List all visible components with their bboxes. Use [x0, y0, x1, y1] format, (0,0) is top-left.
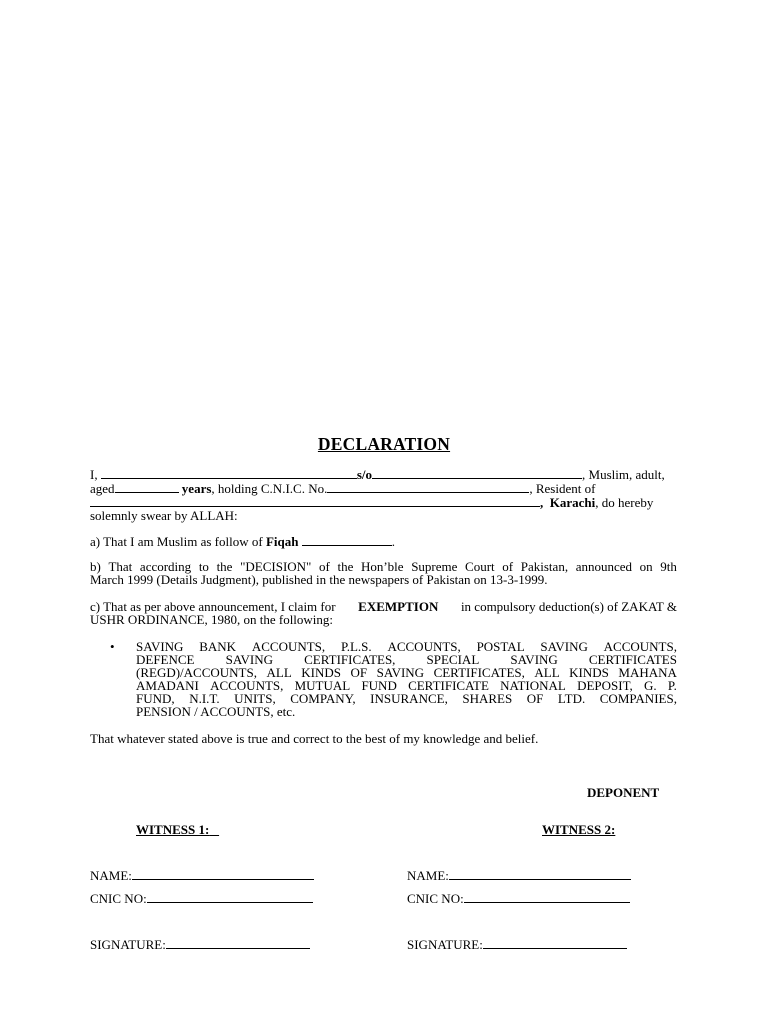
- witness-1-cnic-line[interactable]: [147, 891, 313, 903]
- bullet-word: INSURANCE,: [370, 691, 448, 706]
- muslim-adult-text: , Muslim, adult,: [582, 467, 665, 482]
- clause-b-word: of: [318, 559, 330, 574]
- bullet-word: N.I.T.: [189, 691, 220, 706]
- bullet-word: G.: [644, 678, 657, 693]
- witness-1-name-field[interactable]: [90, 868, 314, 884]
- bullet-line: [136, 705, 677, 718]
- intro-line-3: [90, 495, 677, 509]
- age-blank: [115, 481, 179, 493]
- intro-paragraph: [90, 467, 677, 522]
- bullet-word: SAVING: [136, 639, 184, 654]
- bullet-word: SPECIAL: [426, 652, 480, 667]
- clause-b-word: Pakistan,: [520, 559, 569, 574]
- bullet-text: [136, 640, 677, 718]
- deponent-label: DEPONENT: [587, 785, 660, 800]
- bullet-word: CERTIFICATE: [408, 678, 489, 693]
- hereby-text: , do hereby: [595, 495, 654, 510]
- clause-b-word: to: [198, 559, 209, 574]
- bullet-word: COMPANY,: [290, 691, 356, 706]
- bullet-word: LTD.: [557, 691, 586, 706]
- witness-1-signature-field[interactable]: [90, 937, 310, 953]
- bullet-word: ALL: [534, 665, 560, 680]
- so-label: s/o: [356, 467, 373, 482]
- cnic-blank: [327, 481, 529, 493]
- clause-b-word: That: [108, 559, 133, 574]
- witness-2-signature-field[interactable]: [407, 937, 627, 953]
- bullet-word: NATIONAL: [500, 678, 566, 693]
- bullet-word: UNITS,: [234, 691, 276, 706]
- clause-c-line-2: USHR ORDINANCE, 1980, on the following:: [90, 612, 334, 627]
- bullet-word: MUTUAL: [294, 678, 351, 693]
- clause-b-word: on: [639, 559, 653, 574]
- bullet-word: FUND: [361, 678, 397, 693]
- clause-b-word: Court: [465, 559, 495, 574]
- bullet-word: ACCOUNTS,: [251, 639, 326, 654]
- clause-a: [90, 534, 677, 548]
- bullet-word: CERTIFICATES: [588, 652, 677, 667]
- bullet-word: MAHANA: [618, 665, 677, 680]
- clause-c-pre: c) That as per above announcement, I claim for: [90, 599, 336, 614]
- bullet-word: PENSION / ACCOUNTS, etc.: [136, 704, 296, 719]
- bullet-word: BANK: [199, 639, 237, 654]
- witness-2-name-line[interactable]: [449, 868, 631, 880]
- exemption-label: EXEMPTION: [358, 599, 439, 614]
- intro-line-1: [90, 467, 677, 481]
- bullet-word: P.L.S.: [340, 639, 372, 654]
- bullet-word: (REGD)/ACCOUNTS,: [136, 665, 257, 680]
- page-title: DECLARATION: [317, 434, 451, 454]
- clause-b-line-2: March 1999 (Details Judgment), published in the newspapers of Pakistan on 13-3-1999.: [90, 572, 548, 587]
- witness-2-cnic-line[interactable]: [464, 891, 630, 903]
- witness-1-cnic-field[interactable]: [90, 891, 313, 907]
- witness-2-name-field[interactable]: [407, 868, 631, 884]
- bullet-word: ACCOUNTS,: [603, 639, 677, 654]
- clause-b-word: the: [337, 559, 354, 574]
- bullet-word: P.: [667, 678, 677, 693]
- witness-2-name-label: NAME:: [407, 868, 449, 883]
- bullet-word: OF: [526, 691, 544, 706]
- witness-1-name-label: NAME:: [90, 868, 132, 883]
- clause-a-end: .: [391, 534, 395, 549]
- bullet-word: SAVING: [376, 665, 425, 680]
- exemption-list-item: [110, 640, 677, 720]
- bullet-word: SAVING: [510, 652, 558, 667]
- father-name-blank: [372, 467, 582, 479]
- cnic-text: , holding C.N.I.C. No.: [211, 481, 328, 496]
- clause-b-word: of: [502, 559, 514, 574]
- bullet-icon: •: [110, 639, 115, 654]
- clause-b-word: Supreme: [411, 559, 458, 574]
- bullet-word: SHARES: [462, 691, 513, 706]
- witness-2-cnic-field[interactable]: [407, 891, 630, 907]
- bullet-word: SAVING: [225, 652, 274, 667]
- address-blank: [90, 495, 540, 507]
- affirmation-text: That whatever stated above is true and correct to the best of my knowledge and belief.: [90, 731, 539, 746]
- witness-1-signature-label: SIGNATURE:: [90, 937, 166, 952]
- intro-line-2: [90, 481, 677, 495]
- witness-1-cnic-label: CNIC NO:: [90, 891, 147, 906]
- clause-b-word: the: [216, 559, 233, 574]
- witness-1-heading: [136, 822, 219, 838]
- clause-a-text: a) That I am Muslim as follow of: [90, 534, 263, 549]
- bullet-word: OF: [350, 665, 368, 680]
- years-label: years: [181, 481, 212, 496]
- clause-c-post: in compulsory deduction(s) of ZAKAT &: [460, 599, 677, 614]
- clause-b: [90, 560, 677, 586]
- fiqah-label: Fiqah: [265, 534, 299, 549]
- name-blank: [101, 467, 357, 479]
- clause-b-word: "DECISION": [240, 559, 312, 574]
- bullet-word: KINDS: [569, 665, 609, 680]
- witness-2-cnic-label: CNIC NO:: [407, 891, 464, 906]
- resident-text: , Resident of: [529, 481, 596, 496]
- bullet-word: SAVING: [540, 639, 588, 654]
- fiqah-blank: [302, 534, 392, 546]
- aged-label: aged: [90, 481, 115, 496]
- witness-2-signature-label: SIGNATURE:: [407, 937, 483, 952]
- witness-1-name-line[interactable]: [132, 868, 314, 880]
- bullet-word: ACCOUNTS,: [387, 639, 461, 654]
- clause-b-word: announced: [575, 559, 633, 574]
- clause-c: [90, 600, 677, 626]
- bullet-word: CERTIFICATES,: [304, 652, 396, 667]
- intro-line-4: solemnly swear by ALLAH:: [90, 508, 238, 523]
- comma: ,: [540, 495, 544, 510]
- witness-2-heading: WITNESS 2:: [542, 822, 616, 837]
- bullet-word: POSTAL: [476, 639, 525, 654]
- witness-1-signature-line[interactable]: [166, 937, 310, 949]
- bullet-word: FUND,: [136, 691, 175, 706]
- bullet-word: DEFENCE: [136, 652, 195, 667]
- witness-2-signature-line[interactable]: [483, 937, 627, 949]
- clause-b-word: Hon’ble: [360, 559, 404, 574]
- bullet-word: ACCOUNTS,: [210, 678, 284, 693]
- bullet-word: COMPANIES,: [599, 691, 677, 706]
- bullet-word: ALL: [266, 665, 292, 680]
- bullet-word: AMADANI: [136, 678, 199, 693]
- karachi-label: Karachi: [549, 495, 596, 510]
- bullet-word: CERTIFICATES,: [433, 665, 525, 680]
- intro-i: I,: [90, 467, 98, 482]
- bullet-word: KINDS: [301, 665, 341, 680]
- witness-1-label: WITNESS 1:: [136, 822, 210, 837]
- clause-b-word: b): [90, 559, 101, 574]
- clause-b-word: according: [139, 559, 192, 574]
- clause-b-word: 9th: [660, 559, 677, 574]
- bullet-word: DEPOSIT,: [577, 678, 633, 693]
